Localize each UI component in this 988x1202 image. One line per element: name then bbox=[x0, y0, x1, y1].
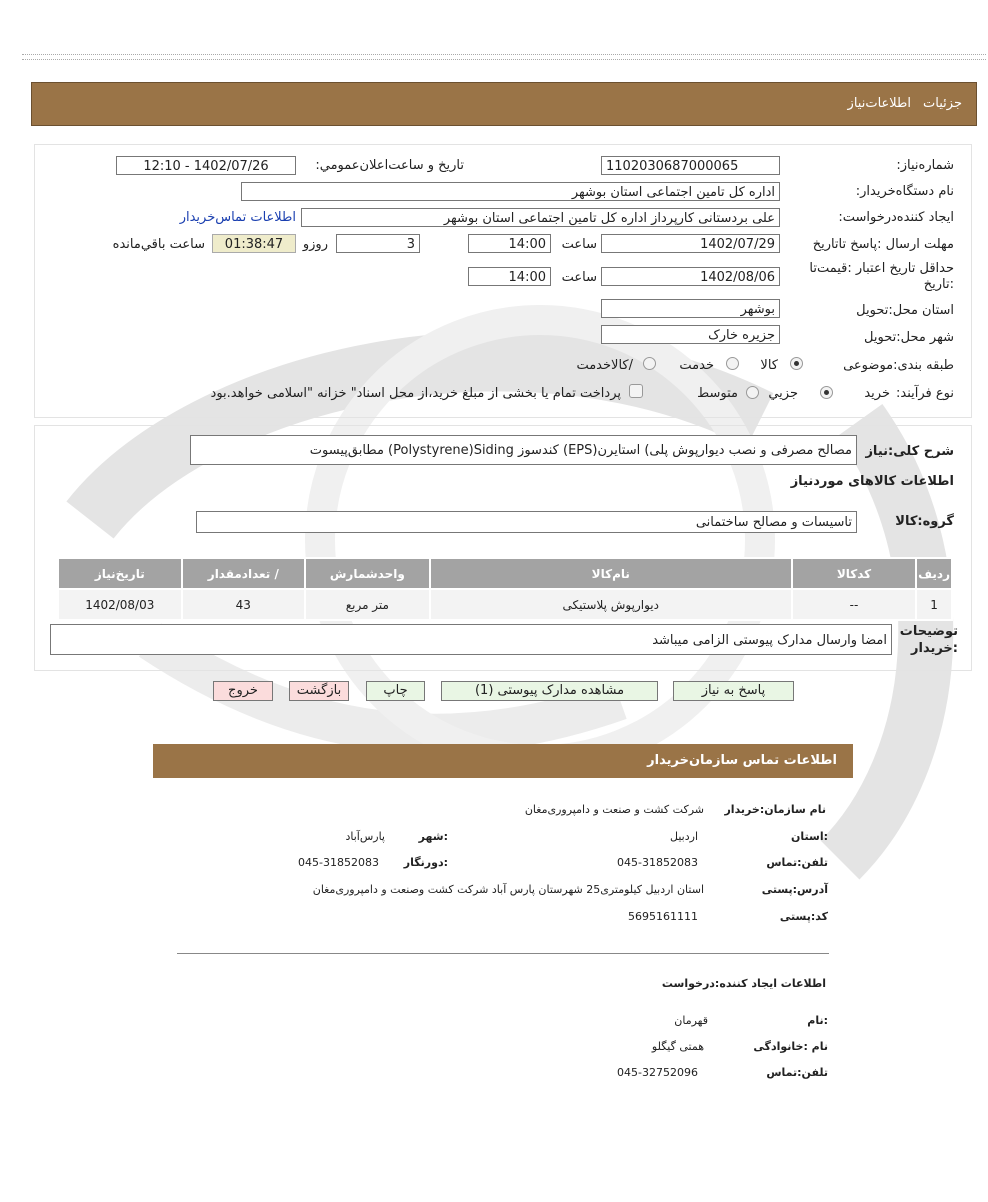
name-label: :نام bbox=[807, 1014, 828, 1027]
cell-name: دیوارپوش پلاستیکی bbox=[430, 589, 792, 620]
announce-field: 1402/07/26 - 12:10 bbox=[116, 156, 296, 175]
category-goods-label: کالا bbox=[760, 358, 778, 373]
process-buy-radio[interactable] bbox=[820, 386, 833, 399]
category-label: طبقه بندی:موضوعی bbox=[843, 358, 954, 373]
days-label: روزو bbox=[302, 237, 328, 252]
desc-field: امضا وارسال مدارک پیوستی الزامی میباشد bbox=[50, 624, 892, 655]
col-date: تاریخ‌نیاز bbox=[58, 558, 182, 589]
validity-hour-label: ساعت bbox=[561, 270, 597, 285]
table-row bbox=[58, 589, 952, 620]
remaining-time-field: 01:38:47 bbox=[212, 234, 296, 253]
announce-label: تاریخ و ساعت‌اعلان‌عمومي: bbox=[315, 158, 464, 173]
col-row: ردیف bbox=[916, 558, 952, 589]
group-field: تاسیسات و مصالح ساختمانی bbox=[196, 511, 857, 533]
postal-value: 5695161111 bbox=[628, 910, 698, 923]
fax-value: 045-31852083 bbox=[298, 856, 379, 869]
city-field: جزیره خارک bbox=[601, 325, 780, 344]
col-name: نام‌کالا bbox=[430, 558, 792, 589]
category-goods-radio[interactable] bbox=[790, 357, 803, 370]
deadline-hour-label: ساعت bbox=[561, 237, 597, 252]
days-field: 3 bbox=[336, 234, 420, 253]
group-label: گروه:کالا bbox=[895, 514, 954, 529]
buyer-contact-link[interactable]: اطلاعات تماس‌خریدار bbox=[179, 210, 296, 225]
goods-table bbox=[57, 557, 953, 621]
view-docs-button[interactable]: مشاهده مدارک پیوستی (1) bbox=[441, 681, 658, 701]
contact-header bbox=[153, 744, 853, 778]
org-label: نام سازمان:خریدار bbox=[724, 803, 826, 816]
desc-label-2: :خریدار bbox=[911, 641, 958, 656]
cell-code: -- bbox=[792, 589, 916, 620]
process-buy-label: خرید bbox=[864, 386, 890, 401]
deadline-time-field: 14:00 bbox=[468, 234, 551, 253]
payment-note: پرداخت تمام یا بخشی از مبلغ خرید،از محل اسناد" خزانه "اسلامی خواهد.بود bbox=[210, 386, 621, 401]
validity-time-field: 14:00 bbox=[468, 267, 551, 286]
validity-label-1: حداقل تاریخ اعتبار :قیمت‌تا bbox=[809, 261, 954, 276]
col-unit: واحدشمارش bbox=[305, 558, 430, 589]
contact-title: اطلاعات تماس سازمان‌خریدار bbox=[647, 753, 837, 768]
validity-label-2: :تاریخ bbox=[923, 277, 954, 292]
cell-row: 1 bbox=[916, 589, 952, 620]
contact-phone-label: تلفن:تماس bbox=[766, 856, 828, 869]
process-label: نوع فرآیند: bbox=[896, 386, 954, 401]
contact-city-label: :شهر bbox=[418, 830, 448, 843]
payment-checkbox[interactable] bbox=[629, 384, 643, 398]
creator-label: ایجاد کننده‌درخواست: bbox=[838, 210, 954, 225]
deadline-label: مهلت ارسال :پاسخ تا‌تاریخ bbox=[812, 237, 954, 252]
contact-province-value: اردبیل bbox=[670, 830, 698, 843]
desc-label-1: توضیحات bbox=[899, 624, 958, 639]
city-label: شهر محل:تحویل bbox=[864, 330, 954, 345]
province-label: استان محل:تحویل bbox=[856, 303, 954, 318]
category-both-label: /کالاخدمت bbox=[576, 358, 633, 373]
process-minor-label: جزیي bbox=[768, 386, 798, 401]
contact-city-value: پارس‌آباد bbox=[345, 830, 385, 843]
summary-field: مصالح مصرفی و نصب دیوارپوش پلی) استایرن(EPS) کندسوز Polystyrene)Siding) مطابق‌پیسوت bbox=[190, 435, 857, 465]
province-field: بوشهر bbox=[601, 299, 780, 318]
family-label: نام :خانوادگی bbox=[753, 1040, 828, 1053]
tab-need-info[interactable]: اطلاعات‌نیاز bbox=[847, 96, 911, 111]
page-header bbox=[31, 82, 977, 126]
process-minor-radio[interactable] bbox=[746, 386, 759, 399]
col-qty: / تعدادمقدار bbox=[182, 558, 305, 589]
category-service-radio[interactable] bbox=[726, 357, 739, 370]
name-value: قهرمان bbox=[674, 1014, 708, 1027]
exit-button[interactable]: خروج bbox=[213, 681, 273, 701]
creator-phone-label: تلفن:تماس bbox=[766, 1066, 828, 1079]
category-both-radio[interactable] bbox=[643, 357, 656, 370]
process-medium-label: متوسط bbox=[697, 386, 738, 401]
cell-unit: متر مربع bbox=[305, 589, 430, 620]
need-number-label: شماره‌نیاز: bbox=[896, 158, 954, 173]
address-label: آدرس:پستی bbox=[761, 883, 828, 896]
print-button[interactable]: چاپ bbox=[366, 681, 425, 701]
back-button[interactable]: بازگشت bbox=[289, 681, 349, 701]
buyer-label: نام دستگاه‌خریدار: bbox=[855, 184, 954, 199]
contact-divider bbox=[177, 953, 829, 954]
creator-info-title: اطلاعات ایجاد کننده:درخواست bbox=[661, 977, 826, 990]
address-value: استان اردبیل کیلومتری25 شهرستان پارس آباد شرکت کشت وصنعت و دامپروری‌مغان bbox=[312, 883, 704, 896]
deadline-date-field: 1402/07/29 bbox=[601, 234, 780, 253]
cell-qty: 43 bbox=[182, 589, 305, 620]
tab-details[interactable]: جزئیات bbox=[923, 96, 962, 111]
fax-label: :دورنگار bbox=[403, 856, 448, 869]
table-header-row bbox=[58, 558, 952, 589]
col-code: کدکالا bbox=[792, 558, 916, 589]
family-value: همتی گیگلو bbox=[651, 1040, 704, 1053]
contact-phone-value: 045-31852083 bbox=[617, 856, 698, 869]
creator-phone-value: 045-32752096 bbox=[617, 1066, 698, 1079]
creator-field: علی بردستانی کارپرداز اداره کل تامین اجتماعی استان بوشهر bbox=[301, 208, 780, 227]
contact-province-label: :استان bbox=[791, 830, 828, 843]
need-number-field: 1102030687000065 bbox=[601, 156, 780, 175]
reply-button[interactable]: پاسخ به نیاز bbox=[673, 681, 794, 701]
validity-date-field: 1402/08/06 bbox=[601, 267, 780, 286]
summary-label: شرح کلی:نیاز bbox=[865, 444, 954, 459]
remaining-label: ساعت باقي‌مانده bbox=[112, 237, 205, 252]
buyer-field: اداره کل تامین اجتماعی استان بوشهر bbox=[241, 182, 780, 201]
cell-date: 1402/08/03 bbox=[58, 589, 182, 620]
org-value: شرکت کشت و صنعت و دامپروری‌مغان bbox=[524, 803, 704, 816]
top-divider bbox=[22, 54, 986, 60]
postal-label: کد:پستی bbox=[779, 910, 828, 923]
category-service-label: خدمت bbox=[679, 358, 714, 373]
goods-info-title: اطلاعات کالاهای موردنیاز bbox=[790, 474, 954, 489]
